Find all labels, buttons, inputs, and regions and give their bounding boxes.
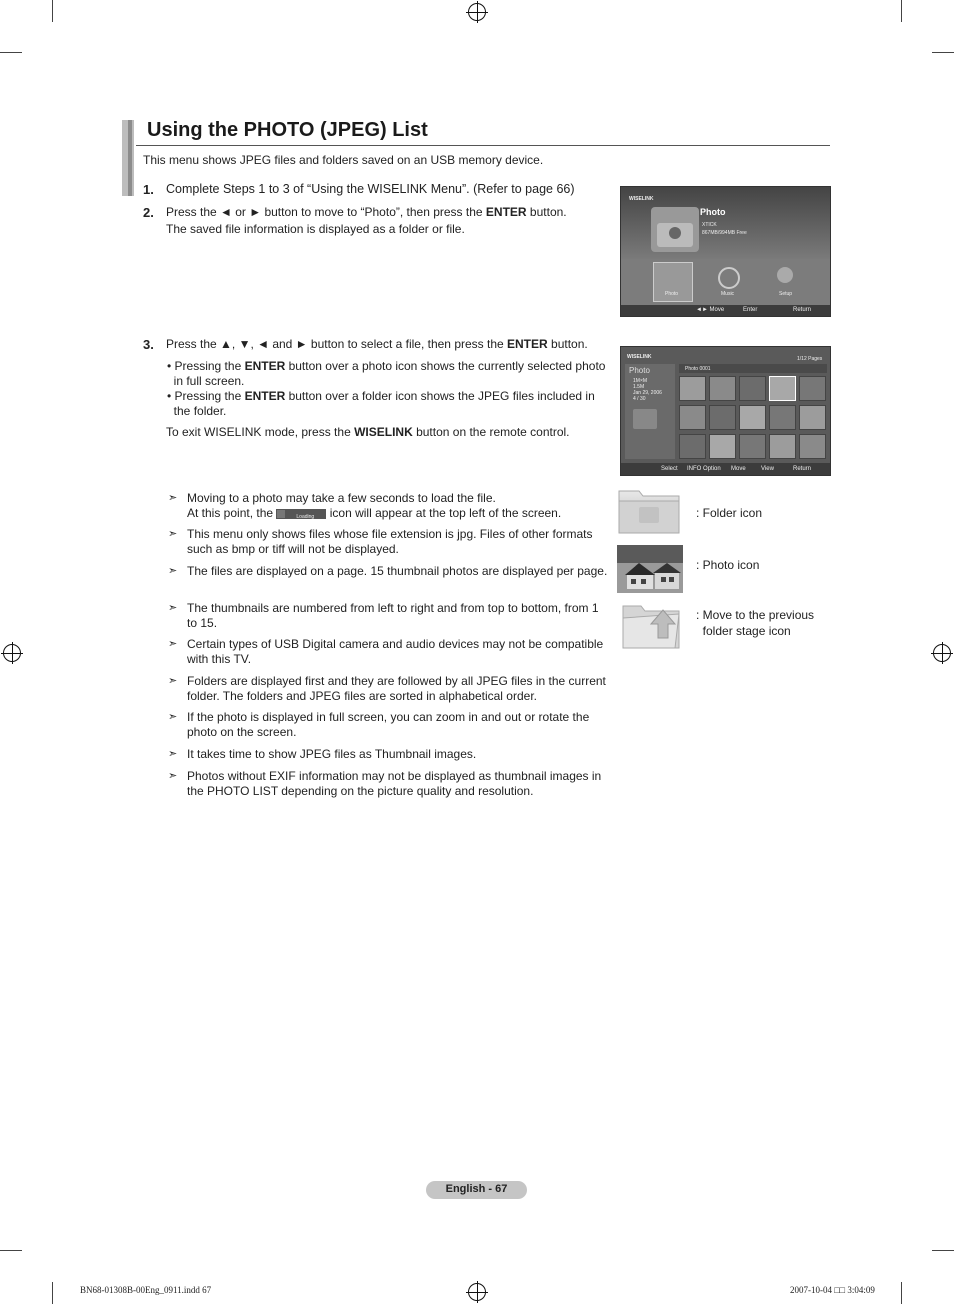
thumbnail[interactable] — [799, 434, 826, 459]
step-number: 2. — [143, 205, 154, 220]
bullet-part: • Pressing the — [167, 389, 245, 403]
tv-menu-label: Setup — [779, 291, 793, 297]
arrow-icon: ➣ — [168, 528, 178, 540]
bullet-part: button over a folder icon shows the JPEG files included in — [285, 389, 595, 403]
registration-mark-icon — [3, 644, 21, 662]
crop-mark — [0, 1250, 22, 1251]
step-text: Complete Steps 1 to 3 of “Using the WISELINK Menu”. (Refer to page 66) — [166, 182, 575, 196]
thumbnail[interactable] — [769, 376, 796, 401]
tv-heading: Photo — [700, 207, 726, 217]
bullet-part: button over a photo icon shows the currently selected photo — [285, 359, 606, 373]
thumbnail[interactable] — [709, 434, 736, 459]
headphones-icon — [718, 267, 740, 289]
gear-icon — [777, 267, 793, 283]
note-text: Photos without EXIF information may not be displayed as thumbnail images in the PHOTO LIST depending on the picture quality and resolution. — [187, 769, 602, 798]
folder-icon-label: : Folder icon — [696, 506, 763, 520]
thumbnail[interactable] — [739, 376, 766, 401]
exit-bold: WISELINK — [354, 425, 413, 439]
tv-hint: ◄► Move — [696, 307, 725, 313]
arrow-icon: ➣ — [168, 711, 178, 723]
step-text-bold: ENTER — [485, 205, 527, 219]
crop-mark — [901, 1282, 902, 1304]
bullet-bold: ENTER — [244, 389, 286, 403]
crop-mark — [932, 52, 954, 53]
note-line: At this point, the — [187, 506, 277, 520]
title-rule — [136, 145, 830, 146]
note-line: Moving to a photo may take a few seconds to load the file. — [187, 491, 496, 505]
note-item — [168, 769, 608, 799]
note-item — [168, 710, 608, 740]
crop-mark — [52, 1282, 53, 1304]
exit-part: To exit WISELINK mode, press the — [166, 425, 355, 439]
tv-hint: Return — [793, 466, 812, 472]
previous-folder-label-line: folder stage icon — [702, 624, 791, 638]
step-text — [166, 204, 567, 238]
step-text — [166, 336, 588, 353]
tv-hint: View — [761, 466, 774, 472]
arrow-icon: ➣ — [168, 638, 178, 650]
bullet-part: in full screen. — [173, 374, 245, 388]
arrow-icon: ➣ — [168, 602, 178, 614]
step-text-part: Press the ▲, ▼, ◄ and ► button to select a file, then press the — [166, 337, 508, 351]
bullet-bold: ENTER — [244, 359, 286, 373]
loading-icon — [276, 509, 326, 519]
note-text: Certain types of USB Digital camera and audio devices may not be compatible with this TV. — [187, 637, 604, 666]
tv-page-count: 1/12 Pages — [797, 356, 823, 362]
tv-hint: INFO Option — [687, 466, 721, 472]
note-text: This menu only shows files whose file extension is jpg. Files of other formats such as bmp or tiff will not be displayed. — [187, 527, 593, 556]
page-title: Using the PHOTO (JPEG) List — [147, 119, 428, 141]
note-text: It takes time to show JPEG files as Thumbnail images. — [187, 747, 477, 761]
tv-info-line: 4 / 30 — [633, 396, 646, 402]
tv-hint: Select — [661, 466, 678, 472]
tv-logo: WISELINK — [627, 354, 652, 360]
tv-logo: WISELINK — [629, 196, 654, 202]
arrow-icon: ➣ — [168, 675, 178, 687]
thumbnail[interactable] — [679, 405, 706, 430]
intro-text: This menu shows JPEG files and folders saved on an USB memory device. — [143, 153, 544, 167]
tv-hint: Return — [793, 307, 812, 313]
tv-screenshot-photo-list — [620, 346, 831, 476]
previous-folder-label — [696, 607, 814, 639]
note-item — [168, 601, 608, 631]
step-text-part: Press the ◄ or ► button to move to “Photo”, then press the — [166, 205, 486, 219]
tv-free-space: 867MB/994MB Free — [702, 230, 747, 236]
note-text — [187, 491, 608, 521]
thumbnail[interactable] — [679, 376, 706, 401]
note-item — [168, 747, 608, 762]
tv-hint: Enter — [743, 307, 758, 313]
previous-folder-label-line: : Move to the previous — [696, 608, 815, 622]
thumbnail[interactable] — [769, 405, 796, 430]
loading-label: Loading — [296, 513, 315, 520]
crop-mark — [52, 0, 53, 22]
registration-mark-icon — [933, 644, 951, 662]
bullet-part: the folder. — [173, 404, 227, 418]
print-file-info: BN68-01308B-00Eng_0911.indd 67 — [80, 1285, 212, 1295]
note-text: The files are displayed on a page. 15 thumbnail photos are displayed per page. — [187, 564, 608, 578]
thumbnail[interactable] — [679, 434, 706, 459]
note-item — [168, 564, 608, 579]
note-text: If the photo is displayed in full screen, you can zoom in and out or rotate the photo on the screen. — [187, 710, 590, 739]
note-text: Folders are displayed first and they are followed by all JPEG files in the current folder. The folders and JPEG files are sorted in alphabetical order. — [187, 674, 606, 703]
thumbnail[interactable] — [709, 376, 736, 401]
photo-icon — [617, 545, 683, 593]
thumbnail[interactable] — [799, 376, 826, 401]
tv-menu-label: Music — [721, 291, 735, 297]
bullet-item — [167, 389, 612, 419]
bullet-part: • Pressing the — [167, 359, 245, 373]
tv-hint: Move — [731, 466, 746, 472]
thumbnail[interactable] — [739, 405, 766, 430]
step-text-bold: ENTER — [507, 337, 548, 351]
crop-mark — [901, 0, 902, 22]
crop-mark — [0, 52, 22, 53]
note-item — [168, 527, 608, 557]
exit-part: button on the remote control. — [412, 425, 570, 439]
thumbnail[interactable] — [769, 434, 796, 459]
camera-icon — [633, 409, 657, 429]
step-text-part: button. — [547, 337, 588, 351]
step-number: 1. — [143, 182, 154, 197]
tv-menu-label: Photo — [665, 291, 679, 297]
tv-folder-name: Photo 0001 — [685, 366, 711, 372]
note-item — [168, 637, 608, 667]
thumbnail[interactable] — [739, 434, 766, 459]
exit-instruction — [166, 425, 570, 440]
folder-icon — [617, 487, 683, 535]
hourglass-icon — [277, 510, 285, 518]
thumbnail[interactable] — [799, 405, 826, 430]
camera-lens — [669, 227, 681, 239]
tv-info-line: 1M×M — [633, 378, 648, 384]
title-accent-bar — [128, 120, 132, 196]
arrow-icon: ➣ — [168, 492, 178, 504]
photo-icon-label: : Photo icon — [696, 558, 760, 572]
tv-info-line: 1.5M — [633, 384, 645, 390]
tv-info-line: Jan 29, 2006 — [633, 390, 662, 396]
arrow-icon: ➣ — [168, 748, 178, 760]
tv-heading: Photo — [629, 366, 650, 375]
step-number: 3. — [143, 337, 154, 352]
step-text-part: button. — [526, 205, 567, 219]
registration-mark-icon — [468, 3, 486, 21]
thumbnail[interactable] — [709, 405, 736, 430]
note-item — [168, 491, 608, 521]
arrow-icon: ➣ — [168, 770, 178, 782]
registration-mark-icon — [468, 1283, 486, 1301]
tv-device: XTICK — [702, 222, 717, 228]
note-line: icon will appear at the top left of the screen. — [326, 506, 562, 520]
note-item — [168, 674, 608, 704]
step-text-part: The saved file information is displayed as a folder or file. — [166, 222, 465, 236]
arrow-icon: ➣ — [168, 565, 178, 577]
tv-screenshot-wiselink-menu — [620, 186, 831, 317]
note-text: The thumbnails are numbered from left to right and from top to bottom, from 1 to 15. — [187, 601, 599, 630]
print-date-info: 2007-10-04 □□ 3:04:09 — [790, 1285, 875, 1295]
crop-mark — [932, 1250, 954, 1251]
page-number: English - 67 — [445, 1183, 508, 1195]
bullet-item — [167, 359, 612, 389]
previous-folder-icon — [621, 600, 683, 650]
